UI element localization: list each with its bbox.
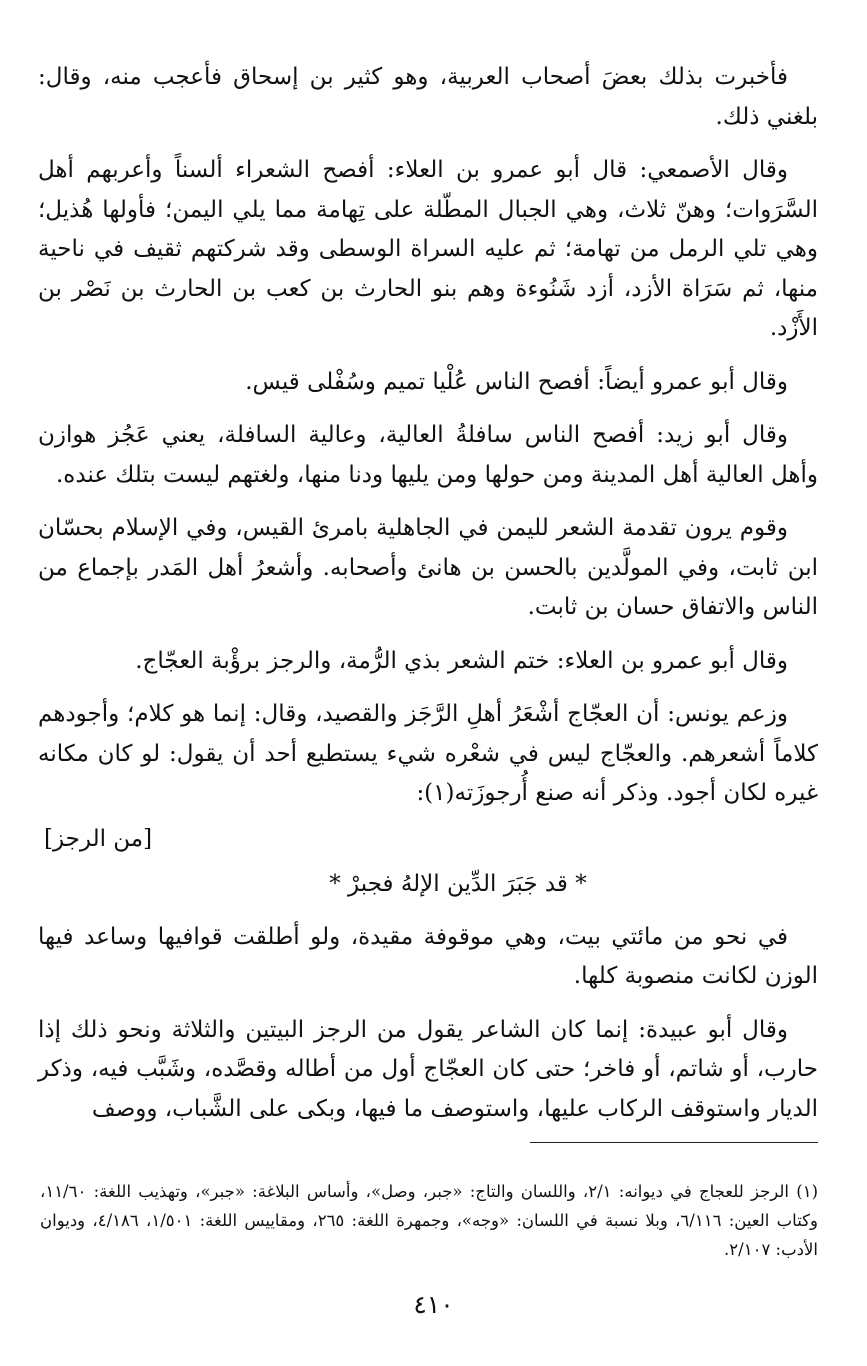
paragraph: وقال أبو زيد: أفصح الناس سافلةُ العالية، وعالية السافلة، يعني عَجُز هوازن وأهل العالية أهل المدينة ومن حولها ومن يليها ودنا منها، ولغتهم ليست بتلك عنده. [38,422,818,488]
verse-meter-row [38,820,818,859]
footnote: (١) الرجز للعجاج في ديوانه: ٢/١، واللسان والتاج: «جبر، وصل»، وأساس البلاغة: «جبر»، وتهذيب اللغة: ١١/٦٠، وكتاب العين: ٦/١١٦، وبلا نسبة في اللسان: «وجه»، وجمهرة اللغة: ٢٦٥، ومقاييس اللغة: ١/٥٠١، ٤/١٨٦، وديوان الأدب: ٢/١٠٧. [40,1181,818,1259]
paragraph: في نحو من مائتي بيت، وهي موقوفة مقيدة، ولو أطلقت قوافيها وساعد فيها الوزن لكانت منصوبة كلها. [38,923,818,989]
verse-meter: [من الرجز] [44,825,153,852]
paragraph: وزعم يونس: أن العجّاج أشْعَرُ أهلِ الرَّجَز والقصيد، وقال: إنما هو كلام؛ وأجودهم كلاماً أشعرهم. والعجّاج ليس في شعْره شيء يستطيع أحد أن يقول: لو كان مكانه غيره لكان أجود. وذكر أنه صنع أُرجوزَته(١): [38,701,818,806]
paragraph: وقال أبو عمرو بن العلاء: ختم الشعر بذي الرُّمة، والرجز برؤْبة العجّاج. [135,647,788,674]
paragraph: فأخبرت بذلك بعضَ أصحاب العربية، وهو كثير بن إسحاق فأعجب منه، وقال: بلغني ذلك. [38,64,818,130]
paragraph: وقال الأصمعي: قال أبو عمرو بن العلاء: أفصح الشعراء ألسناً وأعربهم أهل السَّرَوات؛ وهنّ ثلاث، وهي الجبال المطّلة على تِهامة مما يلي اليمن؛ فأولها هُذيل؛ وهي تلي الرمل من تهامة؛ ثم عليه السراة الوسطى وقد شركتهم ثقيف في ناحية منها، ثم سَرَاة الأزد، أزد شَنُوءة وهم بنو الحارث بن كعب بن الحارث بن نَصْر بن الأَزْد. [38,157,818,341]
paragraph: وقال أبو عبيدة: إنما كان الشاعر يقول من الرجز البيتين والثلاثة ونحو ذلك إذا حارب، أو شاتم، أو فاخر؛ حتى كان العجّاج أول من أطاله وقصَّده، وشَبَّب فيه، وذكر الديار واستوقف الركاب عليها، واستوصف ما فيها، وبكى على الشَّباب، ووصف [38,1016,818,1122]
footnote-separator [530,1142,818,1143]
paragraph: وقال أبو عمرو أيضاً: أفصح الناس عُلْيا تميم وسُفْلى قيس. [245,368,788,395]
page-number: ٤١٠ [413,1290,454,1319]
main-text [38,58,818,1143]
paragraph: وقوم يرون تقدمة الشعر لليمن في الجاهلية بامرئ القيس، وفي الإسلام بحسّان ابن ثابت، وفي المولَّدين بالحسن بن هانئ وأصحابه. وأشعرُ أهل المَدر بإجماع من الناس والاتفاق حسان بن ثابت. [38,515,818,620]
verse-line: * قد جَبَرَ الدِّين الإلهُ فجبرْ * [329,870,587,897]
